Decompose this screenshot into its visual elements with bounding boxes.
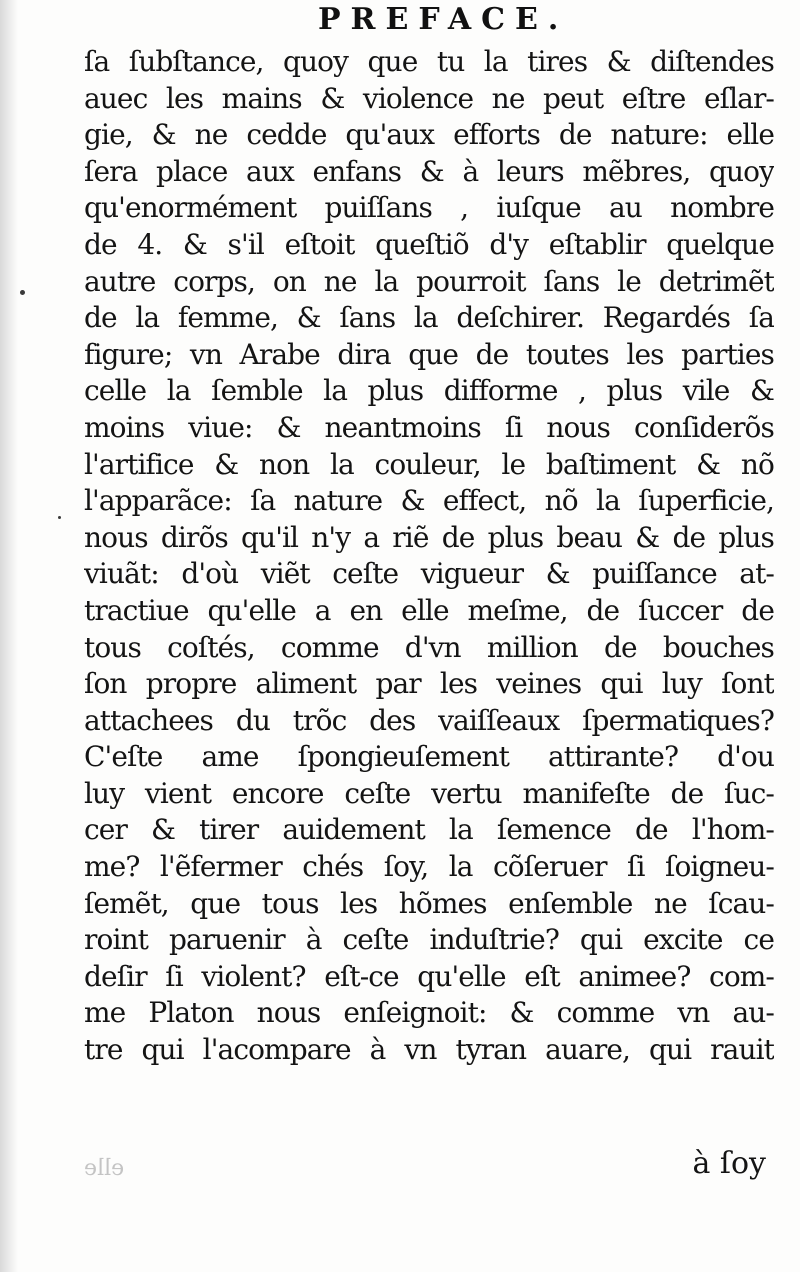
text-line: attachees du trõc des vaiſſeaux ſpermatiques? — [84, 703, 774, 737]
text-line: viuãt: d'où viẽt ceſte vigueur & puiſſance at- — [84, 557, 774, 591]
text-line: celle la ſemble la plus difforme , plus vile & — [84, 374, 774, 408]
text-line: C'eſte ame ſpongieuſement attirante? d'ou — [84, 740, 774, 774]
text-line: ſemẽt, que tous les hõmes enſemble ne ſcau- — [84, 886, 774, 920]
text-line: figure; vn Arabe dira que de toutes les parties — [84, 337, 774, 371]
text-line: ſera place aux enfans & à leurs mẽbres, quoy — [84, 154, 774, 188]
text-line: tous coſtés, comme d'vn million de bouches — [84, 630, 774, 664]
text-line: me Platon nous enſeignoit: & comme vn au- — [84, 996, 774, 1030]
text-line: auec les mains & violence ne peut eſtre eſlar- — [84, 81, 774, 115]
text-line: ſon propre aliment par les veines qui luy ſont — [84, 667, 774, 701]
show-through-text: elle — [84, 1156, 125, 1181]
text-line: ſa ſubſtance, quoy que tu la tires & diſtendes — [84, 45, 774, 78]
text-line: gie, & ne cedde qu'aux efforts de nature: elle — [84, 118, 774, 152]
text-line: qu'enormément puiſſans , iuſque au nombre — [84, 191, 774, 225]
text-block — [84, 44, 774, 1069]
margin-speck — [20, 290, 25, 295]
margin-speck — [58, 516, 61, 519]
text-line: de 4. & s'il eſtoit queſtiõ d'y eſtablir quelque — [84, 227, 774, 261]
text-line: autre corps, on ne la pourroit ſans le detrimẽt — [84, 264, 774, 298]
text-line: roint paruenir à ceſte induſtrie? qui excite ce — [84, 923, 774, 957]
text-line: deſir ſi violent? eſt-ce qu'elle eſt animee? com- — [84, 959, 774, 993]
text-line: l'apparãce: ſa nature & effect, nõ la ſuperficie, — [84, 484, 774, 518]
text-line: tre qui l'acompare à vn tyran auare, qui rauit — [84, 1033, 774, 1067]
text-line: tractiue qu'elle a en elle meſme, de ſuccer de — [84, 593, 774, 627]
text-line: me? l'ẽfermer chés ſoy, la cõſeruer ſi ſoigneu- — [84, 850, 774, 884]
text-line: l'artifice & non la couleur, le baſtiment & nõ — [84, 447, 774, 481]
page-gutter-shadow — [0, 0, 18, 1272]
text-line: luy vient encore ceſte vertu manifeſte de ſuc- — [84, 776, 774, 810]
catchword: à ſoy — [692, 1146, 766, 1181]
text-line: nous dirõs qu'il n'y a riẽ de plus beau & de plus — [84, 520, 774, 554]
text-line: moins viue: & neantmoins ſi nous conſiderõs — [84, 410, 774, 444]
running-head: PREFACE. — [318, 2, 569, 37]
text-line: de la femme, & ſans la deſchirer. Regardés ſa — [84, 301, 774, 335]
text-line: cer & tirer auidement la ſemence de l'hom- — [84, 813, 774, 847]
